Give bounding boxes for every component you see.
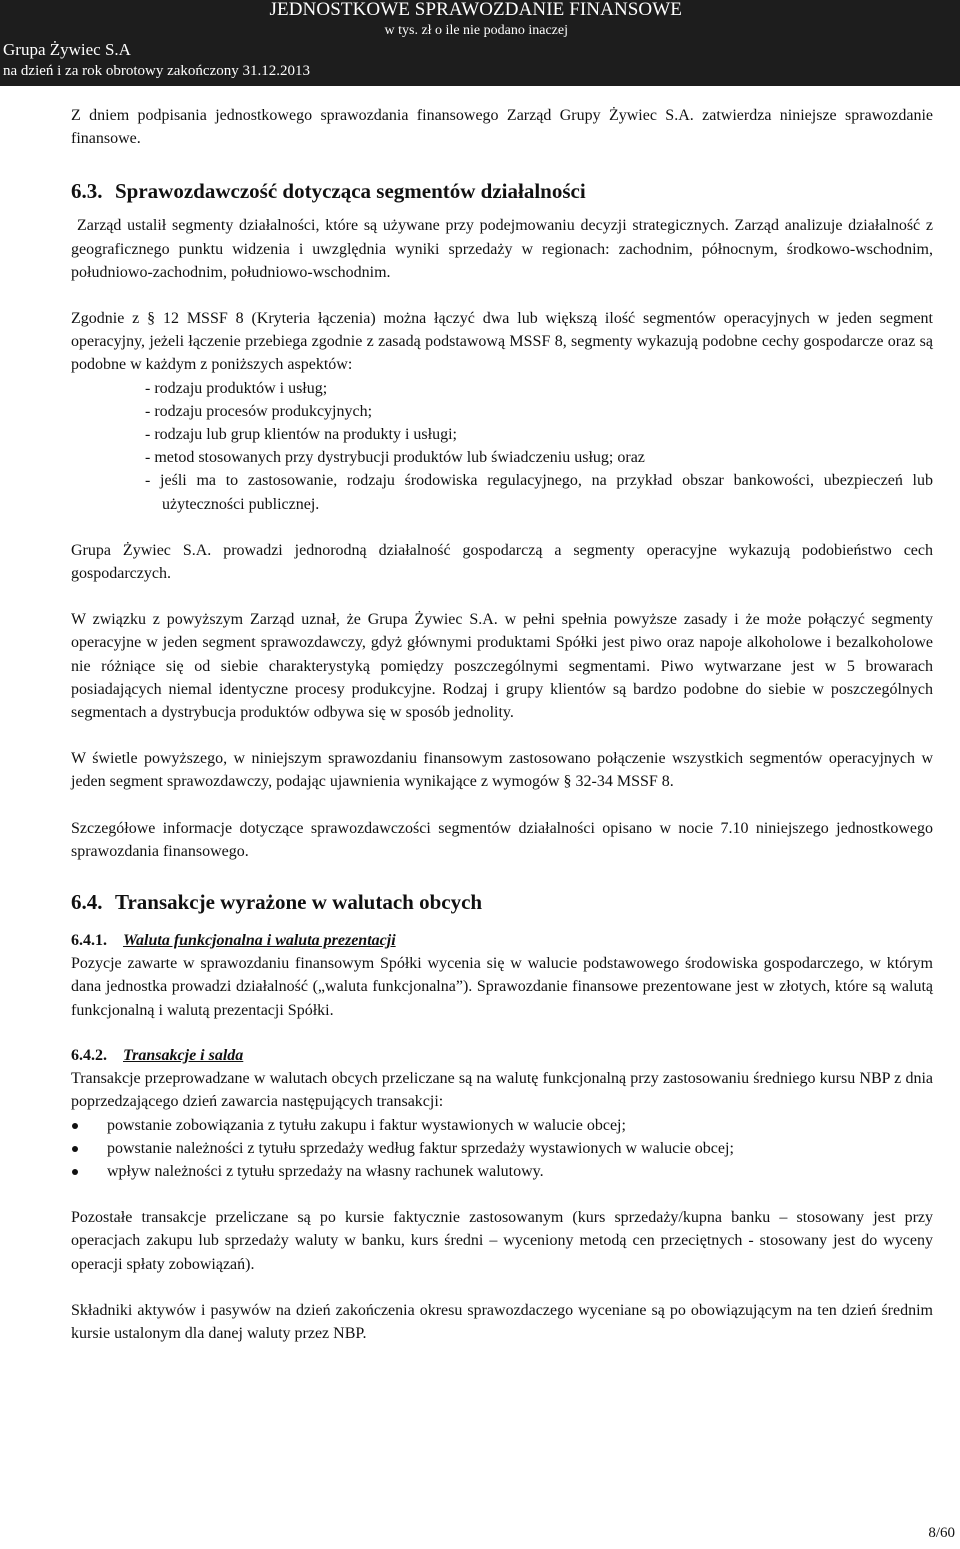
list-item: wpływ należności z tytułu sprzedaży na własny rachunek walutowy. xyxy=(71,1160,933,1183)
section-number: 6.4. xyxy=(71,890,103,915)
list-item: - rodzaju lub grup klientów na produkty i usługi; xyxy=(145,426,457,444)
subsection-title: Waluta funkcjonalna i waluta prezentacji xyxy=(123,932,396,950)
list-item: - rodzaju produktów i usług; xyxy=(145,379,328,397)
section-6-4-heading xyxy=(71,889,933,915)
header-date: na dzień i za rok obrotowy zakończony 31.12.2013 xyxy=(3,63,310,79)
section-title: Transakcje wyrażone w walutach obcych xyxy=(115,890,483,915)
intro-paragraph: Z dniem podpisania jednostkowego sprawozdania finansowego Zarząd Grupy Żywiec S.A. zatwierdza niniejsze sprawozdanie finansowe. xyxy=(71,107,933,148)
subsection-number: 6.4.1. xyxy=(71,932,107,950)
list-item: powstanie zobowiązania z tytułu zakupu i faktur wystawionych w walucie obcej; xyxy=(71,1114,933,1137)
section-6-3-body xyxy=(71,214,933,863)
segments-paragraph-4: W związku z powyższym Zarząd uznał, że Grupa Żywiec S.A. w pełni spełnia powyższe zasady i że może połączyć segmenty operacyjne w jeden segment sprawozdawczy, gdyż głównymi produktami Spółki jest piwo oraz napoje alkoholowe i bezalkoholowe nie różniące się od siebie charakterystyką pomiędzy poszczególnymi segmentami. Piwo wytwarzane jest w 5 browarach posiadających niemal identyczne procesy produkcyjne. Rodzaj i grupy klientów są bardzo podobne do siebie w poszczególnych segmentach a dystrybucja produktów odbywa się w sposób jednolity. xyxy=(71,611,933,722)
subsection-number: 6.4.2. xyxy=(71,1046,107,1064)
segments-paragraph-1: Zarząd ustalił segmenty działalności, które są używane przy podejmowaniu decyzji strategicznych. Zarząd analizuje działalność z geograficznego punktu widzenia i uwzględnia wyniki sprzedaży w regionach: zachodnim, północnym, środkowo-wschodnim, południowo-zachodnim, południowo-wschodnim. xyxy=(71,217,933,281)
assets-valuation-paragraph: Składniki aktywów i pasywów na dzień zakończenia okresu sprawozdaczego wyceniane są po obowiązującym na ten dzień średnim kursie ustalonym dla danej waluty przez NBP. xyxy=(71,1301,933,1342)
other-transactions-paragraph: Pozostałe transakcje przeliczane są po kursie faktycznie zastosowanym (kurs sprzedaży/kupna banku – stosowany jest przy operacjach zakupu lub sprzedaży waluty w banku, kurs średni – wyceniony metodą cen przeciętnych - stosowany jest do wyceny operacji spłaty zobowiązań). xyxy=(71,1209,933,1273)
list-item: - rodzaju procesów produkcyjnych; xyxy=(145,402,373,420)
section-title: Sprawozdawczość dotycząca segmentów działalności xyxy=(115,179,586,204)
list-item: - jeśli ma to zastosowanie, rodzaju środowiska regulacyjnego, na przykład obszar bankowości, ubezpieczeń lub użyteczności publicznej. xyxy=(145,472,933,513)
transactions-paragraph: Transakcje przeprowadzane w walutach obcych przeliczane są na walutę funkcjonalną przy zastosowaniu średniego kursu NBP z dnia poprzedzającego dzień zawarcia następujących transakcji: xyxy=(71,1070,933,1111)
section-number: 6.3. xyxy=(71,179,103,204)
header-units: w tys. zł o ile nie podano inaczej xyxy=(384,23,568,38)
subsection-6-4-2-heading xyxy=(71,1044,933,1067)
segments-paragraph-6: Szczegółowe informacje dotyczące sprawozdawczości segmentów działalności opisano w nocie 7.10 niniejszego jednostkowego sprawozdania finansowego. xyxy=(71,819,933,860)
segments-paragraph-5: W świetle powyższego, w niniejszym sprawozdaniu finansowym zastosowano połączenie wszystkich segmentów operacyjnych w jeden segment sprawozdawczy, podając ujawnienia wynikające z wymogów § 32-34 MSSF 8. xyxy=(71,750,933,791)
segments-paragraph-2: Zgodnie z § 12 MSSF 8 (Kryteria łączenia) można łączyć dwa lub większą ilość segmentów operacyjnych w jeden segment operacyjny, jeżeli łączenie przebiega zgodnie z zasadą podstawową MSSF 8, segmenty wykazują podobne cechy gospodarcze oraz są podobne w każdym z poniższych aspektów: xyxy=(71,310,933,374)
list-item: powstanie należności z tytułu sprzedaży według faktur sprzedaży wystawionych w walucie obcej; xyxy=(71,1137,933,1160)
header-company: Grupa Żywiec S.A xyxy=(3,40,131,59)
section-6-3-heading xyxy=(71,178,933,204)
transactions-bullet-list xyxy=(71,1114,933,1184)
subsection-6-4-1-heading xyxy=(71,929,933,952)
subsection-title: Transakcje i salda xyxy=(123,1046,244,1064)
document-body xyxy=(71,104,933,1345)
functional-currency-paragraph: Pozycje zawarte w sprawozdaniu finansowym Spółki wycenia się w walucie podstawowego środowiska gospodarczego, w którym dana jednostka prowadzi działalność („waluta funkcjonalna”). Sprawozdanie finansowe prezentowane jest w złotych, które są walutą funkcjonalną i walutą prezentacji Spółki. xyxy=(71,955,933,1019)
aspects-list xyxy=(71,377,933,516)
page-number: 8/60 xyxy=(928,1525,955,1541)
header-title: JEDNOSTKOWE SPRAWOZDANIE FINANSOWE xyxy=(269,0,682,20)
page-header xyxy=(0,0,960,86)
list-item: - metod stosowanych przy dystrybucji produktów lub świadczeniu usług; oraz xyxy=(145,449,645,467)
segments-paragraph-3: Grupa Żywiec S.A. prowadzi jednorodną działalność gospodarczą a segmenty operacyjne wykazują podobieństwo cech gospodarczych. xyxy=(71,541,933,583)
